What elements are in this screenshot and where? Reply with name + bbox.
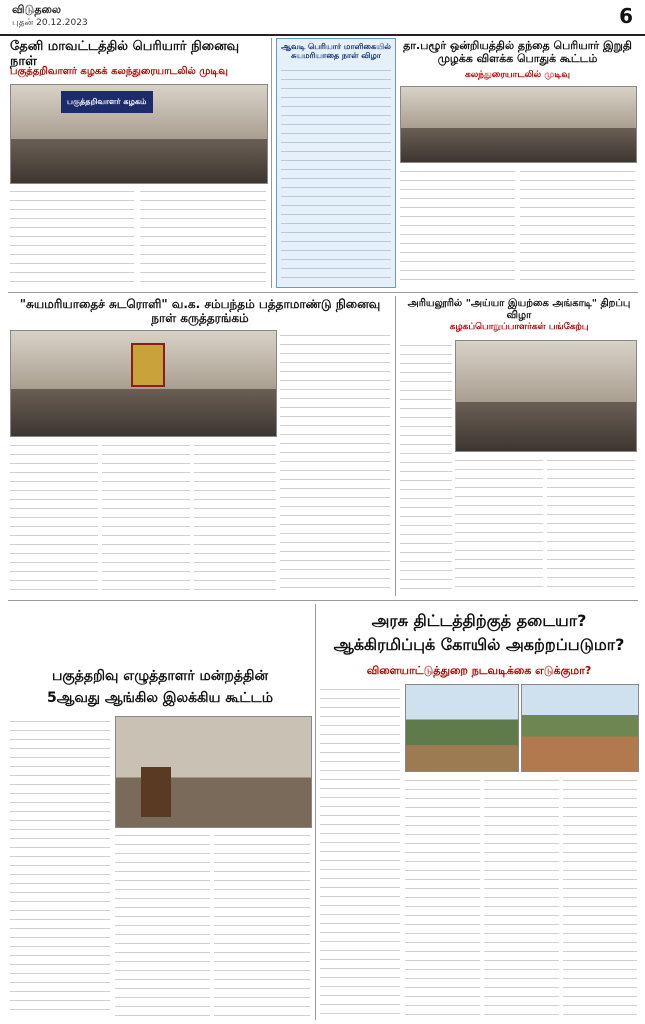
story1-photo xyxy=(10,84,268,184)
story3-subtitle: கலந்துரையாடலில் முடிவு xyxy=(464,70,571,80)
story5-title: அரியலூரில் "அய்யா இயற்கை அங்காடி" திறப்பு விழா xyxy=(407,298,631,321)
story3-title: தா.பழூர் ஒன்றியத்தில் தந்தை பெரியார் இறுதி முழக்க விளக்க பொதுக் கூட்டம் xyxy=(403,39,632,65)
story1-photo-banner: பகுத்தறிவாளர் கழகம் xyxy=(61,91,153,113)
page-number: 6 xyxy=(619,4,633,28)
story6-body-col4 xyxy=(563,775,637,1020)
column-rule xyxy=(395,296,396,596)
story5-subtitle: கழகப்பொறுப்பாளர்கள் பங்கேற்பு xyxy=(449,322,589,332)
story3-photo xyxy=(400,86,637,163)
portrait-frame xyxy=(131,343,165,387)
story4-body-col1 xyxy=(10,440,98,595)
story6-body-col3 xyxy=(484,775,559,1020)
column-rule xyxy=(271,38,272,288)
story1-subtitle: பகுத்தறிவாளர் கழகக் கலந்துரையாடலில் முடிவு xyxy=(10,66,228,77)
story1-title: தேனி மாவட்டத்தில் பெரியார் நினைவு நாள் xyxy=(10,39,240,69)
masthead xyxy=(0,0,645,36)
story7-body-col3 xyxy=(214,830,310,1016)
story4-body-col3 xyxy=(194,440,276,595)
story2-box xyxy=(276,38,396,288)
story7-body-col1 xyxy=(10,716,110,1016)
story5-body-col2 xyxy=(455,455,543,595)
story4-title: "சுயமரியாதைச் சுடரொளி" வ.க. சம்பந்தம் பத்தாமாண்டு நினைவு நாள் கருத்தரங்கம் xyxy=(19,297,381,325)
story6-title-2: ஆக்கிரமிப்புக் கோயில் அகற்றப்படுமா? xyxy=(333,635,625,654)
story2-title: ஆவடி பெரியார் மாளிகையில் சுயமரியாதை நாள் விழா xyxy=(281,42,391,61)
story6-body-col1 xyxy=(320,684,400,1019)
story5-body-col1 xyxy=(400,340,452,595)
story3-body-col1 xyxy=(400,166,515,286)
story7-title-1: பகுத்தறிவு எழுத்தாளர் மன்றத்தின் xyxy=(51,668,269,684)
podium xyxy=(141,767,171,817)
story5-photo xyxy=(455,340,637,452)
story5-body-col3 xyxy=(547,455,635,595)
issue-date: புதன் 20.12.2023 xyxy=(12,18,88,28)
section-rule xyxy=(8,292,638,293)
story2-body xyxy=(281,65,391,283)
story7-title-2: 5ஆவது ஆங்கில இலக்கிய கூட்டம் xyxy=(47,690,273,706)
story7-photo xyxy=(115,716,312,828)
story6-title-1: அரசு திட்டத்திற்குத் தடையா? xyxy=(371,611,587,630)
story4-body-col4 xyxy=(280,330,390,595)
story3-body-col2 xyxy=(520,166,635,286)
story6-subtitle: விளையாட்டுத்துறை நடவடிக்கை எடுக்குமா? xyxy=(366,664,592,677)
story6-photo-2 xyxy=(521,684,639,772)
story7-body-col2 xyxy=(115,830,210,1016)
story1-body-col1 xyxy=(10,186,134,284)
story6-body-col2 xyxy=(405,775,480,1020)
story1-body-col2 xyxy=(140,186,266,284)
paper-name: விடுதலை xyxy=(12,3,62,16)
column-rule xyxy=(315,604,316,1020)
story4-photo xyxy=(10,330,277,437)
story6-photo-1 xyxy=(405,684,519,772)
section-rule xyxy=(8,600,638,601)
story4-body-col2 xyxy=(102,440,190,595)
